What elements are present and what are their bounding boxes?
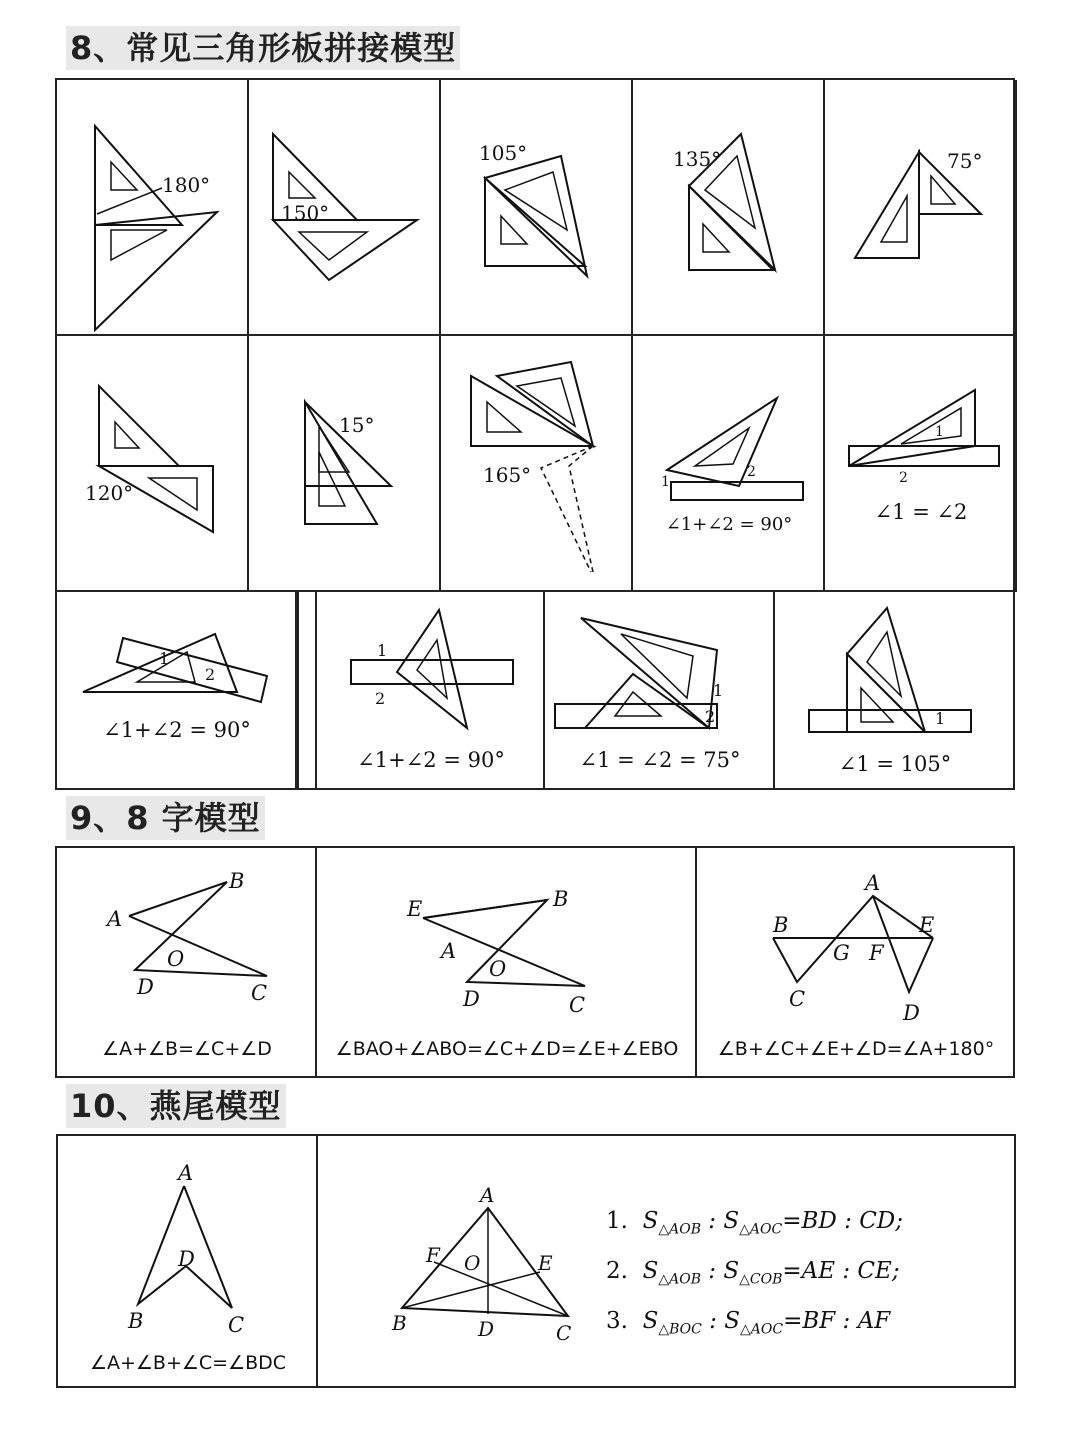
svg-text:2: 2: [205, 665, 216, 684]
model-15: [249, 336, 441, 592]
svg-text:1: 1: [935, 709, 946, 728]
triangle-board-grid: [55, 78, 1015, 790]
svg-text:2: 2: [899, 470, 908, 486]
angle-label: 135°: [673, 147, 722, 171]
svg-text:D: D: [478, 1317, 495, 1341]
eight-model-3: [697, 848, 1015, 1078]
svg-text:1: 1: [935, 424, 944, 440]
section-9-title: 9、8 字模型: [66, 796, 265, 840]
ratio-formula-2: 2. $S_{\triangle AOB}$ : $S_{\triangle COB}=AE$ : CE;: [606, 1258, 900, 1288]
svg-text:E: E: [538, 1251, 553, 1275]
ratio-formula-1: 1. $S_{\triangle AOB}$ : $S_{\triangle AOC}=BD$ : CD;: [606, 1208, 903, 1238]
svg-text:B: B: [392, 1311, 407, 1335]
angle-label: 165°: [483, 463, 532, 487]
swallowtail-grid: [56, 1134, 1016, 1388]
svg-text:C: C: [569, 993, 586, 1017]
svg-text:C: C: [556, 1321, 572, 1345]
model-ruler-1: [633, 336, 825, 592]
svg-text:2: 2: [747, 464, 756, 480]
eight-model-2: [317, 848, 697, 1078]
caption: ∠1 = ∠2: [874, 500, 968, 524]
svg-text:F: F: [869, 941, 884, 965]
model-165: [441, 336, 633, 592]
svg-text:1: 1: [713, 681, 724, 700]
angle-label: 15°: [339, 413, 375, 437]
svg-text:A: A: [865, 871, 881, 895]
model-ruler-2: [825, 336, 1017, 592]
caption: ∠1 = ∠2 = 75°: [579, 748, 741, 772]
ratio-formula-3: 3. $S_{\triangle BOC}$ : $S_{\triangle AOC}=BF$ : AF: [606, 1308, 891, 1338]
model-180: [57, 80, 249, 336]
svg-text:E: E: [919, 913, 935, 937]
angle-label: 120°: [85, 481, 134, 505]
eight-model-1: [57, 848, 317, 1078]
svg-text:O: O: [167, 947, 185, 971]
figure-eight-grid: [55, 846, 1015, 1078]
svg-text:C: C: [251, 981, 268, 1005]
svg-text:2: 2: [705, 707, 716, 726]
angle-label: 180°: [162, 173, 211, 197]
svg-text:1: 1: [661, 474, 670, 490]
svg-text:C: C: [228, 1313, 245, 1337]
model-ruler-4: [317, 592, 545, 790]
svg-text:A: A: [441, 939, 457, 963]
angle-label: 105°: [479, 141, 528, 165]
section-8-title: 8、常见三角形板拼接模型: [66, 26, 460, 70]
model-150: [249, 80, 441, 336]
caption: ∠A+∠B=∠C+∠D: [102, 1038, 272, 1060]
svg-text:B: B: [773, 913, 789, 937]
svg-text:D: D: [903, 1001, 920, 1025]
caption: ∠1 = 105°: [838, 752, 952, 776]
caption: ∠B+∠C+∠E+∠D=∠A+180°: [717, 1038, 995, 1060]
model-135: [633, 80, 825, 336]
svg-text:B: B: [128, 1309, 144, 1333]
svg-text:O: O: [489, 957, 507, 981]
angle-label: 150°: [281, 201, 330, 225]
svg-text:1: 1: [159, 649, 170, 668]
svg-text:2: 2: [375, 689, 386, 708]
caption: ∠A+∠B+∠C=∠BDC: [89, 1352, 287, 1374]
swallowtail-model-1: [58, 1136, 318, 1388]
svg-text:E: E: [407, 897, 423, 921]
svg-text:B: B: [553, 887, 569, 911]
caption: ∠1+∠2 = 90°: [103, 718, 251, 742]
svg-text:D: D: [137, 975, 154, 999]
svg-text:B: B: [229, 869, 245, 893]
svg-text:A: A: [178, 1161, 194, 1185]
model-ruler-6: [775, 592, 1015, 790]
divider: [297, 592, 317, 790]
svg-text:F: F: [426, 1243, 440, 1267]
model-ruler-3: [57, 592, 297, 790]
svg-text:A: A: [107, 907, 123, 931]
caption: ∠1+∠2 = 90°: [357, 748, 505, 772]
svg-text:1: 1: [377, 641, 388, 660]
model-75: [825, 80, 1017, 336]
section-10-title: 10、燕尾模型: [66, 1084, 286, 1128]
svg-text:A: A: [480, 1183, 495, 1207]
svg-text:O: O: [464, 1251, 481, 1275]
ceva-model: [318, 1136, 1016, 1388]
svg-text:D: D: [463, 987, 480, 1011]
svg-text:G: G: [833, 941, 850, 965]
caption: ∠BAO+∠ABO=∠C+∠D=∠E+∠EBO: [335, 1038, 679, 1060]
svg-text:D: D: [178, 1247, 195, 1271]
svg-text:C: C: [789, 987, 806, 1011]
angle-label: 75°: [947, 149, 983, 173]
model-120: [57, 336, 249, 592]
model-105: [441, 80, 633, 336]
caption: ∠1+∠2 = 90°: [665, 514, 793, 535]
model-ruler-5: [545, 592, 775, 790]
